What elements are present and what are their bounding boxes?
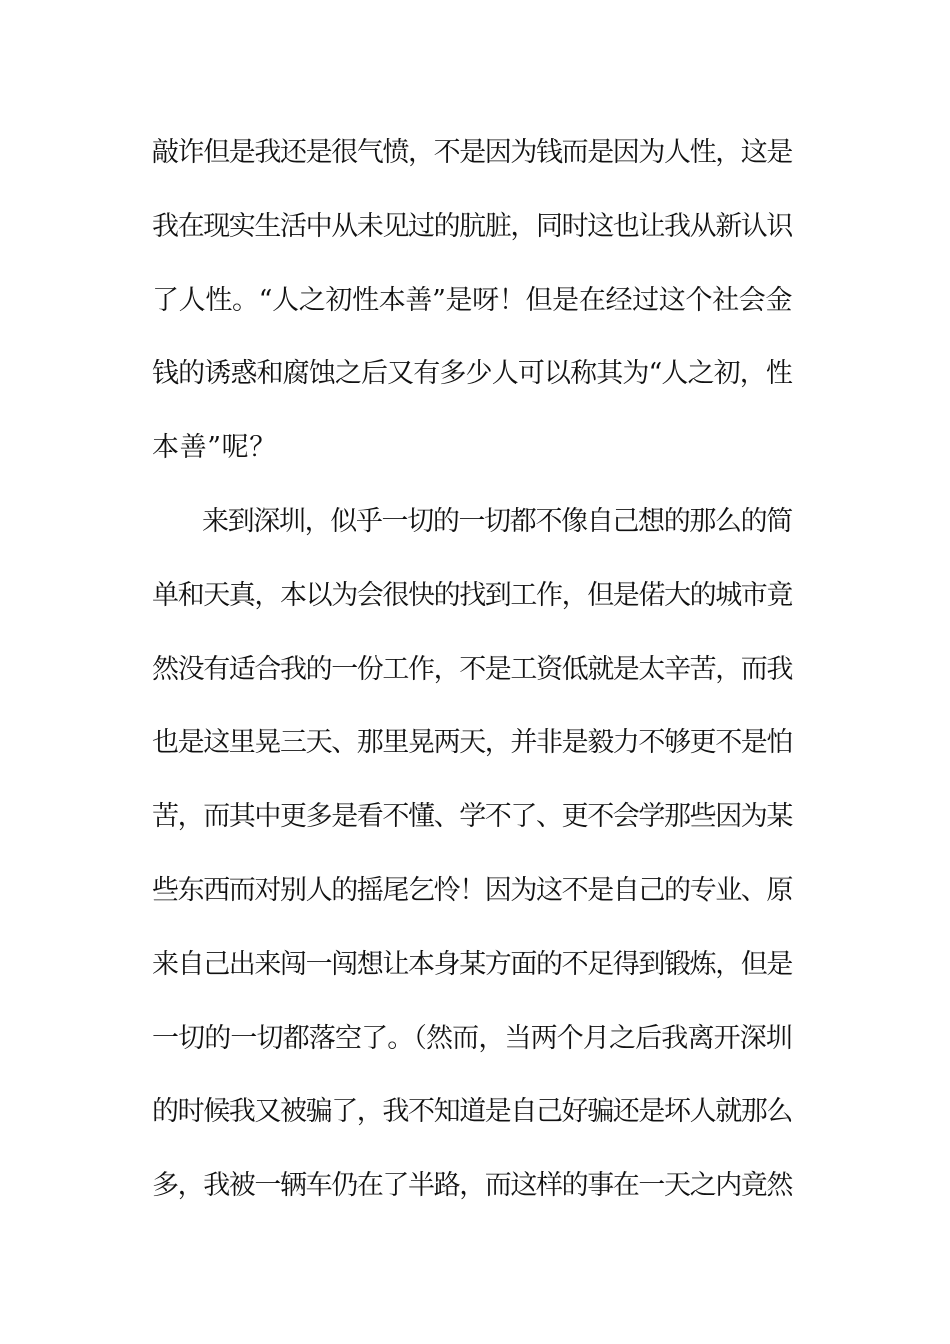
line-text: 也是这里晃三天、那里晃两天，并非是毅力不够更不是怕 (152, 727, 792, 759)
text-line (152, 936, 792, 1010)
line-text: 钱的诱惑和腐蚀之后又有多少人可以称其为“人之初，性 (152, 358, 793, 390)
text-line-paragraph-start (152, 493, 792, 567)
text-line (152, 1157, 792, 1231)
text-line (152, 788, 792, 862)
text-line (152, 567, 792, 641)
text-line (152, 198, 792, 272)
line-text: 敲诈但是我还是很气愤，不是因为钱而是因为人性，这是 (152, 137, 792, 168)
line-text: 一切的一切都落空了。（然而，当两个月之后我离开深圳 (152, 1022, 792, 1054)
line-text: 然没有适合我的一份工作，不是工资低就是太辛苦，而我 (152, 653, 792, 685)
line-text: 来到深圳，似乎一切的一切都不像自己想的那么的简 (202, 505, 792, 537)
line-text: 多，我被一辆车仍在了半路，而这样的事在一天之内竟然 (152, 1170, 792, 1202)
text-line (152, 272, 792, 346)
line-text: 些东西而对别人的摇尾乞怜！因为这不是自己的专业、原 (152, 874, 792, 906)
text-line-paragraph-end (152, 419, 792, 493)
body-text (152, 124, 792, 1231)
text-line (152, 1083, 792, 1157)
line-text: 的时候我又被骗了，我不知道是自己好骗还是坏人就那么 (152, 1096, 792, 1128)
text-line (152, 714, 792, 788)
line-text: 了人性。“人之初性本善”是呀！但是在经过这个社会金 (152, 284, 793, 316)
line-text: 我在现实生活中从未见过的肮脏，同时这也让我从新认识 (152, 210, 792, 242)
text-line (152, 1010, 792, 1084)
text-line (152, 345, 792, 419)
line-text: 苦，而其中更多是看不懂、学不了、更不会学那些因为某 (152, 801, 792, 833)
line-text: 来自己出来闯一闯想让本身某方面的不足得到锻炼，但是 (152, 948, 792, 980)
text-line (152, 641, 792, 715)
line-text: 单和天真，本以为会很快的找到工作，但是偌大的城市竟 (152, 579, 792, 611)
line-text: 本善”呢？ (152, 432, 277, 464)
text-line (152, 862, 792, 936)
text-line (152, 124, 792, 198)
